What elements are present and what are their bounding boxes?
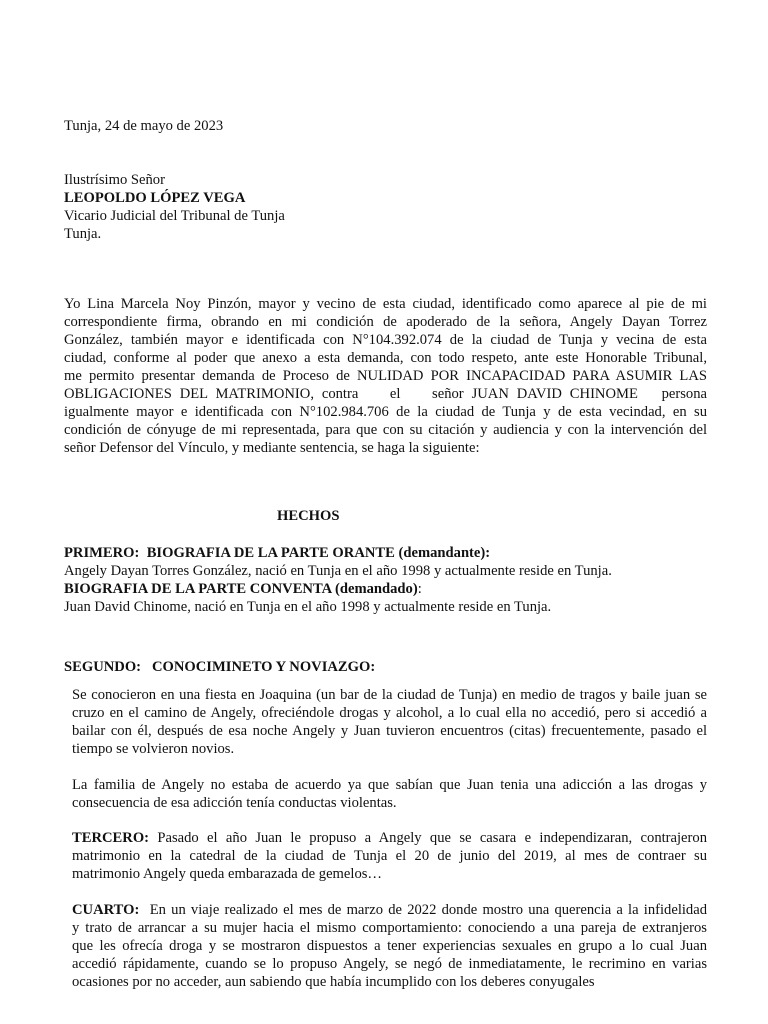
intro-line: igualmente mayor e identificada con N°102.984.706 de la ciudad de Tunja y de esta vecindad, en su: [64, 404, 707, 420]
cuarto-line: ocasiones por no acceder, aun sabiendo que había incumplido con los deberes conyugales: [72, 974, 595, 990]
tercero-line: matrimonio Angely queda embarazada de gemelos…: [72, 866, 383, 882]
recipient-name: LEOPOLDO LÓPEZ VEGA: [64, 190, 246, 206]
segundo-line: cruzo en el camino de Angely, ofreciéndole drogas y alcohol, a lo cual ella no accedió, pero si accedió a: [72, 705, 707, 721]
cuarto-line: accedió rápidamente, cuando se lo propuso Angely, se negó de inmediatamente, le recrimino en varias: [72, 956, 707, 972]
primero-title2-colon: :: [417, 581, 422, 597]
segundo-line: Se conocieron en una fiesta en Joaquina (un bar de la ciudad de Tunja) en medio de tragos y baile juan se: [72, 687, 707, 703]
primero-title: BIOGRAFIA DE LA PARTE ORANTE (demandante):: [146, 545, 491, 561]
recipient-salutation: Ilustrísimo Señor: [64, 172, 165, 188]
cuarto-section: [72, 901, 707, 991]
cuarto-label: CUARTO:: [72, 902, 140, 918]
recipient-city: Tunja.: [64, 226, 102, 242]
intro-line: señor Defensor del Vínculo, y mediante sentencia, se haga la siguiente:: [64, 440, 480, 456]
segundo-label: SEGUNDO:: [64, 659, 142, 675]
cuarto-line: En un viaje realizado el mes de marzo de 2022 donde mostro una querencia a la infidelidad: [149, 902, 707, 918]
letter-date: Tunja, 24 de mayo de 2023: [64, 118, 224, 134]
segundo-line: bailar con él, después de esa noche Angely y Juan tuvieron encuentros (citas) frecuentemente, pasado el: [72, 723, 707, 739]
intro-line: correspondiente firma, obrando en mi condición de apoderado de la señora, Angely Dayan Torrez: [64, 314, 707, 330]
intro-paragraph: [64, 295, 707, 457]
intro-line: Yo Lina Marcela Noy Pinzón, mayor y vecino de esta ciudad, identificado como aparece al pie de mi: [64, 296, 707, 312]
tercero-label: TERCERO:: [72, 830, 150, 846]
segundo-line: tiempo se volvieron novios.: [72, 741, 235, 757]
primero-label: PRIMERO:: [64, 545, 140, 561]
segundo-line: consecuencia de esa adicción tenía conductas violentas.: [72, 795, 397, 811]
primero-title2: BIOGRAFIA DE LA PARTE CONVENTA (demandado): [64, 581, 418, 597]
segundo-line: La familia de Angely no estaba de acuerdo ya que sabían que Juan tenia una adicción a las drogas y: [72, 777, 707, 793]
intro-line: OBLIGACIONES DEL MATRIMONIO, contra el señor JUAN DAVID CHINOME persona: [64, 386, 707, 402]
tercero-line: Pasado el año Juan le propuso a Angely que se casara e independizaran, contrajeron: [157, 830, 707, 846]
intro-line: condición de cónyuge de mi representada, para que con su citación y audiencia y con la intervención del: [64, 422, 707, 438]
recipient-title: Vicario Judicial del Tribunal de Tunja: [64, 208, 285, 224]
recipient-block: [64, 171, 707, 243]
primero-section: [64, 544, 707, 616]
segundo-paragraph-1: [72, 686, 707, 758]
tercero-section: [72, 829, 707, 883]
segundo-title: CONOCIMINETO Y NOVIAZGO:: [151, 659, 376, 675]
segundo-paragraph-2: [72, 776, 707, 812]
primero-text2: Juan David Chinome, nació en Tunja en el año 1998 y actualmente reside en Tunja.: [64, 599, 552, 615]
segundo-heading: [64, 658, 707, 676]
cuarto-line: y trato de arrancar a su mujer hacia el mismo comportamiento: conociendo a una pareja de extranjeros: [72, 920, 707, 936]
cuarto-line: que les ofrecía droga y se mostraron dispuestos a tener experiencias sexuales en grupo a lo cual Juan: [72, 938, 707, 954]
intro-line: González, también mayor e identificada con N°104.392.074 de la ciudad de Tunja y vecina de esta: [64, 332, 707, 348]
hechos-heading: HECHOS: [277, 508, 340, 524]
intro-line: ciudad, conforme al poder que anexo a esta demanda, con todo respeto, ante este Honorable Tribunal,: [64, 350, 707, 366]
intro-line: me permito presentar demanda de Proceso de NULIDAD POR INCAPACIDAD PARA ASUMIR LAS: [64, 368, 707, 384]
primero-text: Angely Dayan Torres González, nació en Tunja en el año 1998 y actualmente reside en Tunja.: [64, 563, 612, 579]
tercero-line: matrimonio en la catedral de la ciudad de Tunja el 20 de junio del 2019, al mes de contraer su: [72, 848, 707, 864]
